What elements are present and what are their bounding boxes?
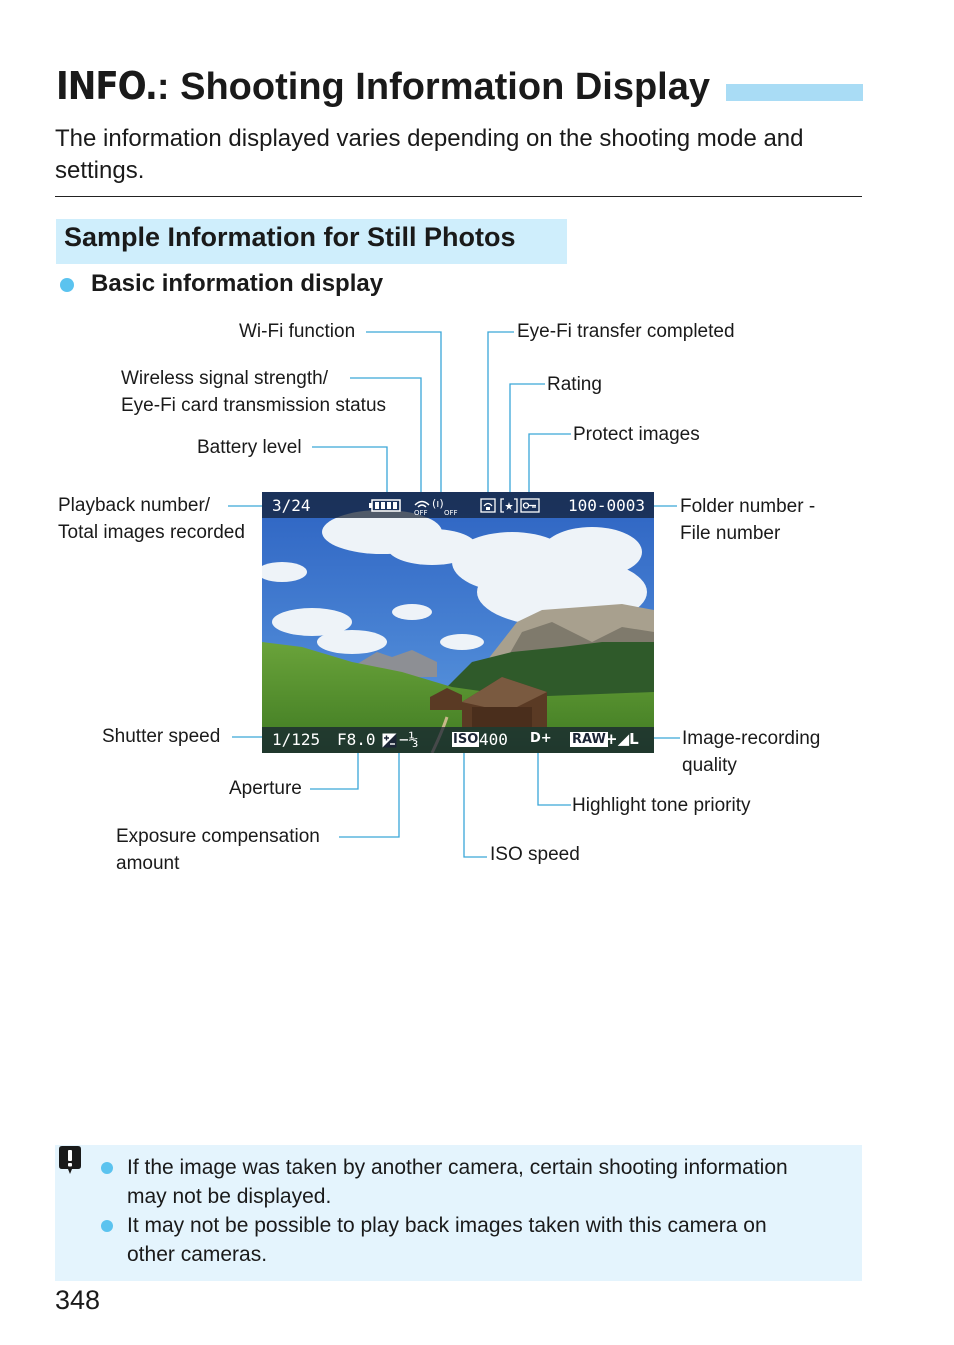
subsection-heading: Basic information display <box>91 270 384 297</box>
leader-protect <box>529 434 571 497</box>
caution-icon <box>55 1145 85 1175</box>
label-protect-images: Protect images <box>573 424 700 445</box>
title-text: Shooting Information Display <box>180 66 711 108</box>
page-number: 348 <box>55 1285 101 1315</box>
iso-badge: ISO <box>453 732 479 747</box>
title-separator: : <box>156 66 170 108</box>
image-quality-value: +◢L <box>605 730 639 748</box>
caution-item-1: If the image was taken by another camera, certain shooting information may not be displayed. <box>127 1156 788 1208</box>
label-eyefi-status: Eye-Fi card transmission status <box>121 395 387 416</box>
caution-bullet-icon <box>101 1162 113 1174</box>
svg-text:OFF: OFF <box>414 509 428 516</box>
wireless-signal-icon <box>412 496 432 516</box>
label-eyefi-transfer: Eye-Fi transfer completed <box>517 321 735 342</box>
leader-expcomp <box>339 749 399 837</box>
label-file-number: File number <box>680 523 781 544</box>
label-wireless-strength: Wireless signal strength/ <box>121 368 328 389</box>
rating-icon <box>500 498 518 513</box>
label-total-images: Total images recorded <box>58 522 245 543</box>
playback-screen-image <box>262 492 654 753</box>
label-folder-number: Folder number - <box>680 496 816 517</box>
shutter-speed-value: 1/125 <box>272 730 321 749</box>
playback-number: 3/24 <box>272 496 311 515</box>
wifi-function-icon <box>432 496 458 516</box>
label-iso-speed: ISO speed <box>490 844 580 865</box>
svg-text:OFF: OFF <box>444 509 458 516</box>
caution-bullet-icon <box>101 1220 113 1232</box>
label-exposure-compensation: Exposure compensation <box>116 826 320 847</box>
label-quality: quality <box>682 755 737 776</box>
highlight-tone-priority: D+ <box>530 731 552 746</box>
leader-aperture <box>310 749 358 789</box>
label-shutter-speed: Shutter speed <box>102 726 221 747</box>
label-exposure-amount: amount <box>116 853 180 874</box>
label-image-recording: Image-recording <box>682 728 821 749</box>
landscape-photo <box>262 492 654 753</box>
label-aperture: Aperture <box>229 778 302 799</box>
label-highlight-tone: Highlight tone priority <box>572 795 751 816</box>
leader-rating <box>510 384 545 497</box>
label-rating: Rating <box>547 374 602 395</box>
intro-paragraph: The information displayed varies depending on the shooting mode and settings. <box>55 125 804 184</box>
folder-file-number: 100-0003 <box>568 496 646 515</box>
label-wifi-function: Wi-Fi function <box>239 321 356 342</box>
label-playback-number: Playback number/ <box>58 495 211 516</box>
aperture-value: F8.0 <box>337 730 376 749</box>
exposure-compensation-icon <box>382 733 397 748</box>
leader-battery <box>312 447 387 497</box>
info-button-symbol: INFO. <box>56 64 157 108</box>
raw-badge: RAW <box>572 732 606 747</box>
eyefi-transfer-icon <box>480 498 496 513</box>
svg-text:(ı): (ı) <box>432 497 444 510</box>
label-battery-level: Battery level <box>197 437 302 458</box>
leader-highlight <box>538 749 571 805</box>
caution-item-2: It may not be possible to play back images taken with this camera on other cameras. <box>127 1214 767 1266</box>
battery-icon <box>369 499 401 512</box>
leader-iso <box>464 749 487 857</box>
exposure-compensation-value: −⅓ <box>399 730 419 749</box>
section-heading: Sample Information for Still Photos <box>64 222 516 252</box>
iso-value: 400 <box>479 730 508 749</box>
protect-key-icon <box>520 498 540 513</box>
